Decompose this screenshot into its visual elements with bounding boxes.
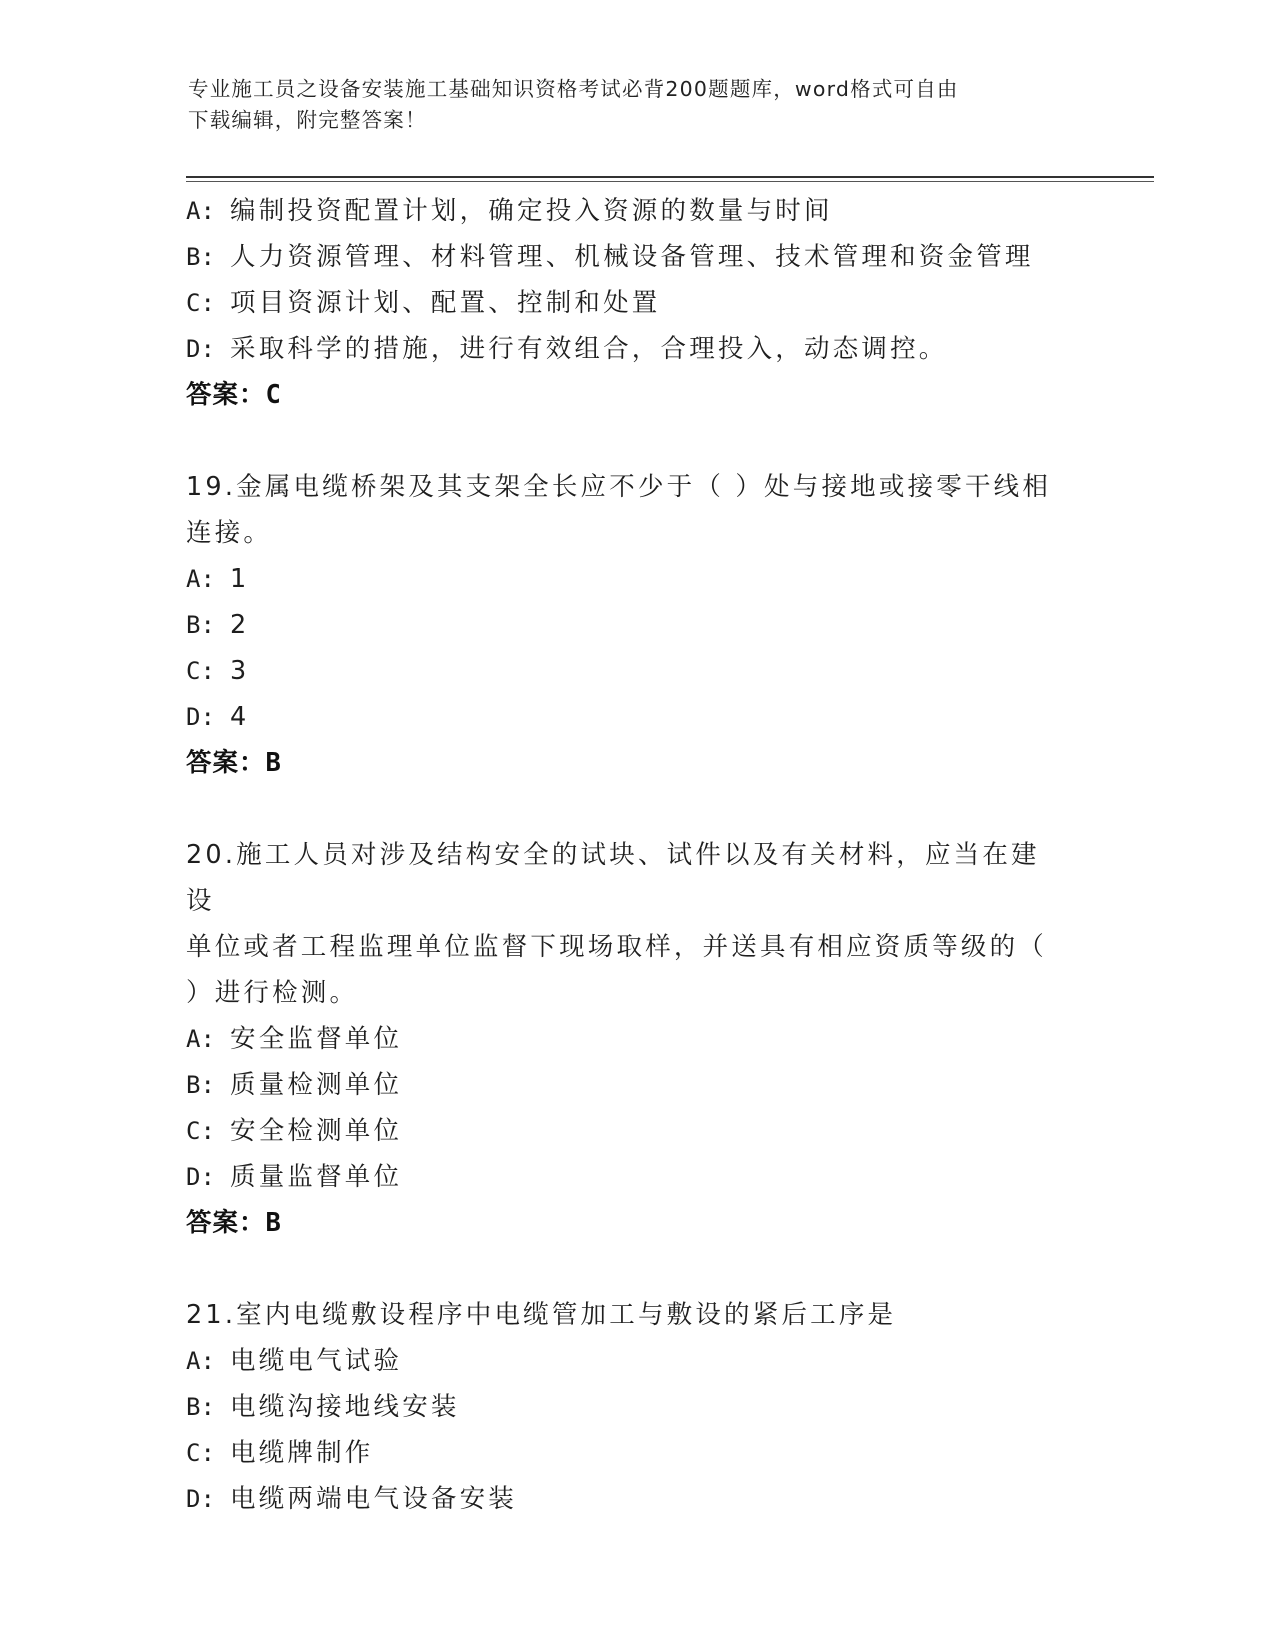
- option-text: 1: [230, 564, 250, 594]
- option-letter: D:: [186, 703, 215, 731]
- answer-line: [186, 372, 1086, 418]
- option-letter: C:: [186, 1439, 215, 1467]
- option-b: [186, 1062, 1086, 1108]
- option-letter: A:: [186, 1347, 215, 1375]
- option-text: 安全检测单位: [230, 1116, 403, 1146]
- answer-label: 答案：: [186, 1208, 266, 1238]
- answer-value: B: [265, 1208, 282, 1238]
- option-text: 编制投资配置计划，确定投入资源的数量与时间: [230, 196, 833, 226]
- option-letter: A:: [186, 197, 215, 225]
- option-d: [186, 326, 1086, 372]
- question-20: [186, 832, 1086, 1246]
- option-a: [186, 556, 1086, 602]
- option-letter: C:: [186, 1117, 215, 1145]
- option-text: 4: [230, 702, 250, 732]
- answer-line: [186, 1200, 1086, 1246]
- option-text: 电缆牌制作: [230, 1438, 374, 1468]
- option-text: 采取科学的措施，进行有效组合，合理投入，动态调控。: [230, 334, 948, 364]
- option-b: [186, 1384, 1086, 1430]
- option-b: [186, 602, 1086, 648]
- answer-line: [186, 740, 1086, 786]
- option-letter: C:: [186, 657, 215, 685]
- option-d: [186, 694, 1086, 740]
- answer-label: 答案：: [186, 380, 266, 410]
- option-text: 电缆电气试验: [230, 1346, 403, 1376]
- option-letter: C:: [186, 289, 215, 317]
- option-letter: D:: [186, 335, 215, 363]
- option-text: 3: [230, 656, 250, 686]
- question-text-line1: 20.施工人员对涉及结构安全的试块、试件以及有关材料，应当在建设: [186, 840, 1040, 916]
- document-body: [186, 188, 1086, 1522]
- question-text-line2: 连接。: [186, 518, 273, 548]
- header-title-line2: 下载编辑，附完整答案！: [188, 108, 427, 132]
- option-d: [186, 1154, 1086, 1200]
- header-title-line1: 专业施工员之设备安装施工基础知识资格考试必背200题题库，word格式可自由: [188, 77, 959, 101]
- question-text-line1: 19.金属电缆桥架及其支架全长应不少于（ ）处与接地或接零干线相: [186, 472, 1052, 502]
- question-21: [186, 1292, 1086, 1522]
- option-d: [186, 1476, 1086, 1522]
- header-rule-thin: [186, 181, 1154, 182]
- question-text-line1: 21.室内电缆敷设程序中电缆管加工与敷设的紧后工序是: [186, 1300, 897, 1330]
- question-18: [186, 188, 1086, 418]
- option-letter: D:: [186, 1163, 215, 1191]
- option-letter: B:: [186, 611, 215, 639]
- option-text: 电缆沟接地线安装: [230, 1392, 460, 1422]
- option-letter: A:: [186, 1025, 215, 1053]
- answer-label: 答案：: [186, 748, 266, 778]
- option-a: [186, 1338, 1086, 1384]
- option-text: 质量监督单位: [230, 1162, 403, 1192]
- option-letter: A:: [186, 565, 215, 593]
- header-rule-thick: [186, 176, 1154, 178]
- option-text: 电缆两端电气设备安装: [230, 1484, 518, 1514]
- option-c: [186, 648, 1086, 694]
- option-c: [186, 1108, 1086, 1154]
- answer-value: B: [265, 748, 282, 778]
- spacer: [186, 418, 1086, 464]
- option-text: 项目资源计划、配置、控制和处置: [230, 288, 661, 318]
- question-text-line3: ）进行检测。: [186, 978, 359, 1008]
- option-text: 质量检测单位: [230, 1070, 403, 1100]
- spacer: [186, 1246, 1086, 1292]
- option-c: [186, 1430, 1086, 1476]
- question-text-line2: 单位或者工程监理单位监督下现场取样，并送具有相应资质等级的（: [186, 932, 1048, 962]
- option-letter: B:: [186, 243, 215, 271]
- spacer: [186, 786, 1086, 832]
- option-text: 安全监督单位: [230, 1024, 403, 1054]
- option-letter: B:: [186, 1071, 215, 1099]
- question-19: [186, 464, 1086, 786]
- option-letter: D:: [186, 1485, 215, 1513]
- option-text: 人力资源管理、材料管理、机械设备管理、技术管理和资金管理: [230, 242, 1034, 272]
- option-c: [186, 280, 1086, 326]
- document-header: [188, 74, 1068, 136]
- option-a: [186, 188, 1086, 234]
- answer-value: C: [265, 380, 282, 410]
- option-text: 2: [230, 610, 250, 640]
- option-letter: B:: [186, 1393, 215, 1421]
- option-a: [186, 1016, 1086, 1062]
- option-b: [186, 234, 1086, 280]
